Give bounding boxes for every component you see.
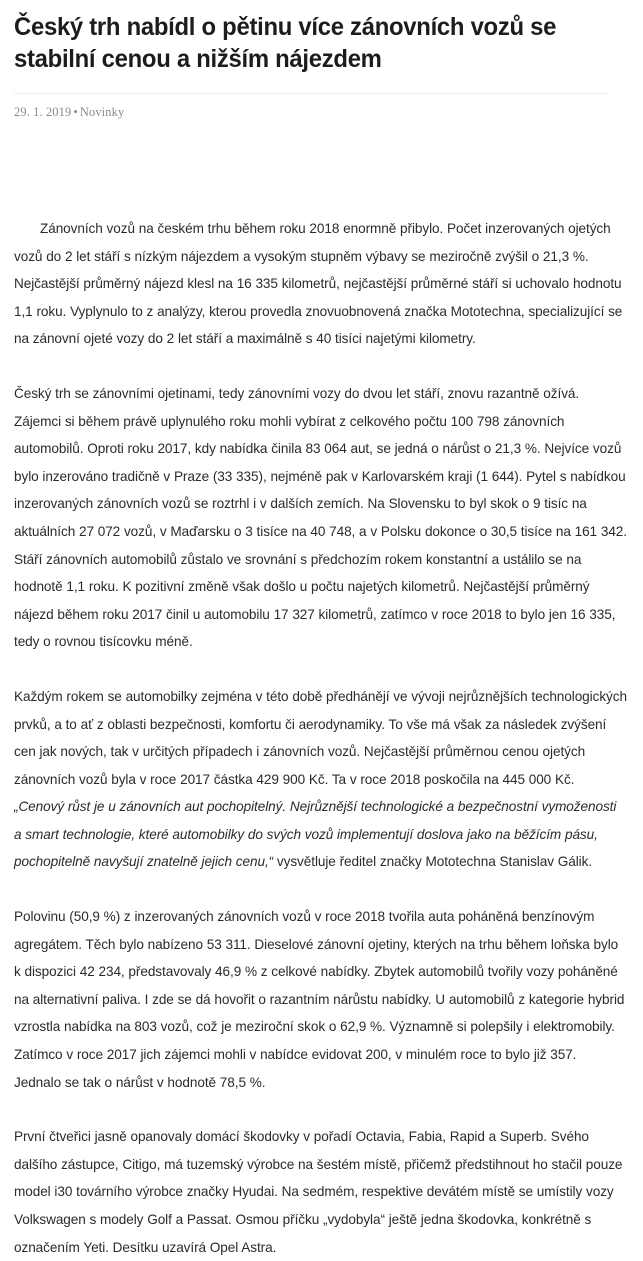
header-divider xyxy=(14,93,609,94)
article-paragraph-1: Zánovních vozů na českém trhu během roku 2018 enormně přibylo. Počet inzerovaných ojetých vozů do 2 let stáří s nízkým nájezdem a vysokým stupněm výbavy se meziročně zvýšil o 21,3 %. Nejčastější průměrný nájezd klesl na 16 335 kilometrů, nejčastější průměrné stáří si uchovalo hodnotu 1,1 roku. Vyplynulo to z analýzy, kterou provedla znovuobnovená značka Mototechna, specializující se na zánovní ojeté vozy do 2 let stáří a maximálně s 40 tisíci najetými kilometry. xyxy=(14,221,623,347)
article-header xyxy=(14,0,627,120)
page-title: Český trh nabídl o pětinu více zánovních vozů se stabilní cenou a nižším nájezdem xyxy=(14,13,557,73)
article-paragraph-5: První čtveřici jasně opanovaly domácí škodovky v pořadí Octavia, Fabia, Rapid a Superb. Svého dalšího zástupce, Citigo, má tuzemský výrobce na šestém místě, přičemž předstihnout ho stačil pouze model i30 továrního výrobce značky Hyudai. Na sedmém, respektive devátém místě se umístily vozy Volkswagen s modely Golf a Passat. Osmou příčku „vydobyla“ ještě jedna škodovka, konkrétně s označením Yeti. Desítku uzavírá Opel Astra. xyxy=(14,1129,623,1255)
publish-date: 29. 1. 2019 xyxy=(14,105,72,119)
paragraph-3-segment-intro: Každým rokem se automobilky zejména v této době předhánějí ve vývoji nejrůznějších technologických prvků, a to ať z oblasti bezpečnosti, komfortu či aerodynamiky. To vše má však za následek zvýšení cen jak nových, tak v určitých případech i zánovních vozů. Nejčastější průměrnou cenou ojetých zánovních vozů byla v roce 2017 částka 429 900 Kč. Ta v roce 2018 poskočila na 445 000 Kč. xyxy=(14,688,627,787)
article-body xyxy=(14,215,627,1261)
meta-separator: • xyxy=(73,105,78,119)
pull-quote-text: „Cenový růst je u zánovních aut pochopitelný. Nejrůznější technologické a bezpečnostní vymoženosti a smart technologie, které automobilky do svých vozů implementují doslova jako na běžícím pásu, pochopitelně navyšují znatelně jejich cenu,“ xyxy=(14,799,617,870)
article-category[interactable]: Novinky xyxy=(79,105,125,119)
article-paragraph-3 xyxy=(14,683,627,876)
quote-attribution: vysvětluje ředitel značky Mototechna Stanislav Gálik. xyxy=(273,854,593,870)
article-paragraph-2: Český trh se zánovními ojetinami, tedy zánovními vozy do dvou let stáří, znovu razantně ožívá. Zájemci si během právě uplynulého roku mohli vybírat z celkového počtu 100 798 zánovních automobilů. Oproti roku 2017, kdy nabídka činila 83 064 aut, se jedná o nárůst o 21,3 %. Nejvíce vozů bylo inzerováno tradičně v Praze (33 335), nejméně pak v Karlovarském kraji (1 644). Pytel s nabídkou inzerovaných zánovních vozů se roztrhl i v dalších zemích. Na Slovensku to byl skok o 9 tisíc na aktuálních 27 072 vozů, v Maďarsku o 3 tisíce na 40 748, a v Polsku dokonce o 30,5 tisíce na 161 342. Stáří zánovních automobilů zůstalo ve srovnání s předchozím rokem konstantní a ustálilo se na hodnotě 1,1 roku. K pozitivní změně však došlo u počtu najetých kilometrů. Nejčastější průměrný nájezd během roku 2017 činil u automobilu 17 327 kilometrů, zatímco v roce 2018 to bylo jen 16 335, tedy o rovnou tisícovku méně. xyxy=(14,385,627,650)
article-paragraph-4: Polovinu (50,9 %) z inzerovaných zánovních vozů v roce 2018 tvořila auta poháněná benzínovým agregátem. Těch bylo nabízeno 53 311. Dieselové zánovní ojetiny, kterých na trhu během loňska bylo k dispozici 42 234, představovaly 46,9 % z celkové nabídky. Zbytek automobilů tvořily vozy poháněné na alternativní paliva. I zde se dá hovořit o razantním nárůstu nabídky. U automobilů z kategorie hybrid vzrostla nabídka na 803 vozů, což je meziroční skok o 62,9 %. Významně si polepšily i elektromobily. Zatímco v roce 2017 jich zájemci mohli v nabídce evidovat 200, v minulém roce to bylo již 357. Jednalo se tak o nárůst v hodnotě 78,5 %. xyxy=(14,909,625,1090)
article-meta xyxy=(14,104,627,120)
